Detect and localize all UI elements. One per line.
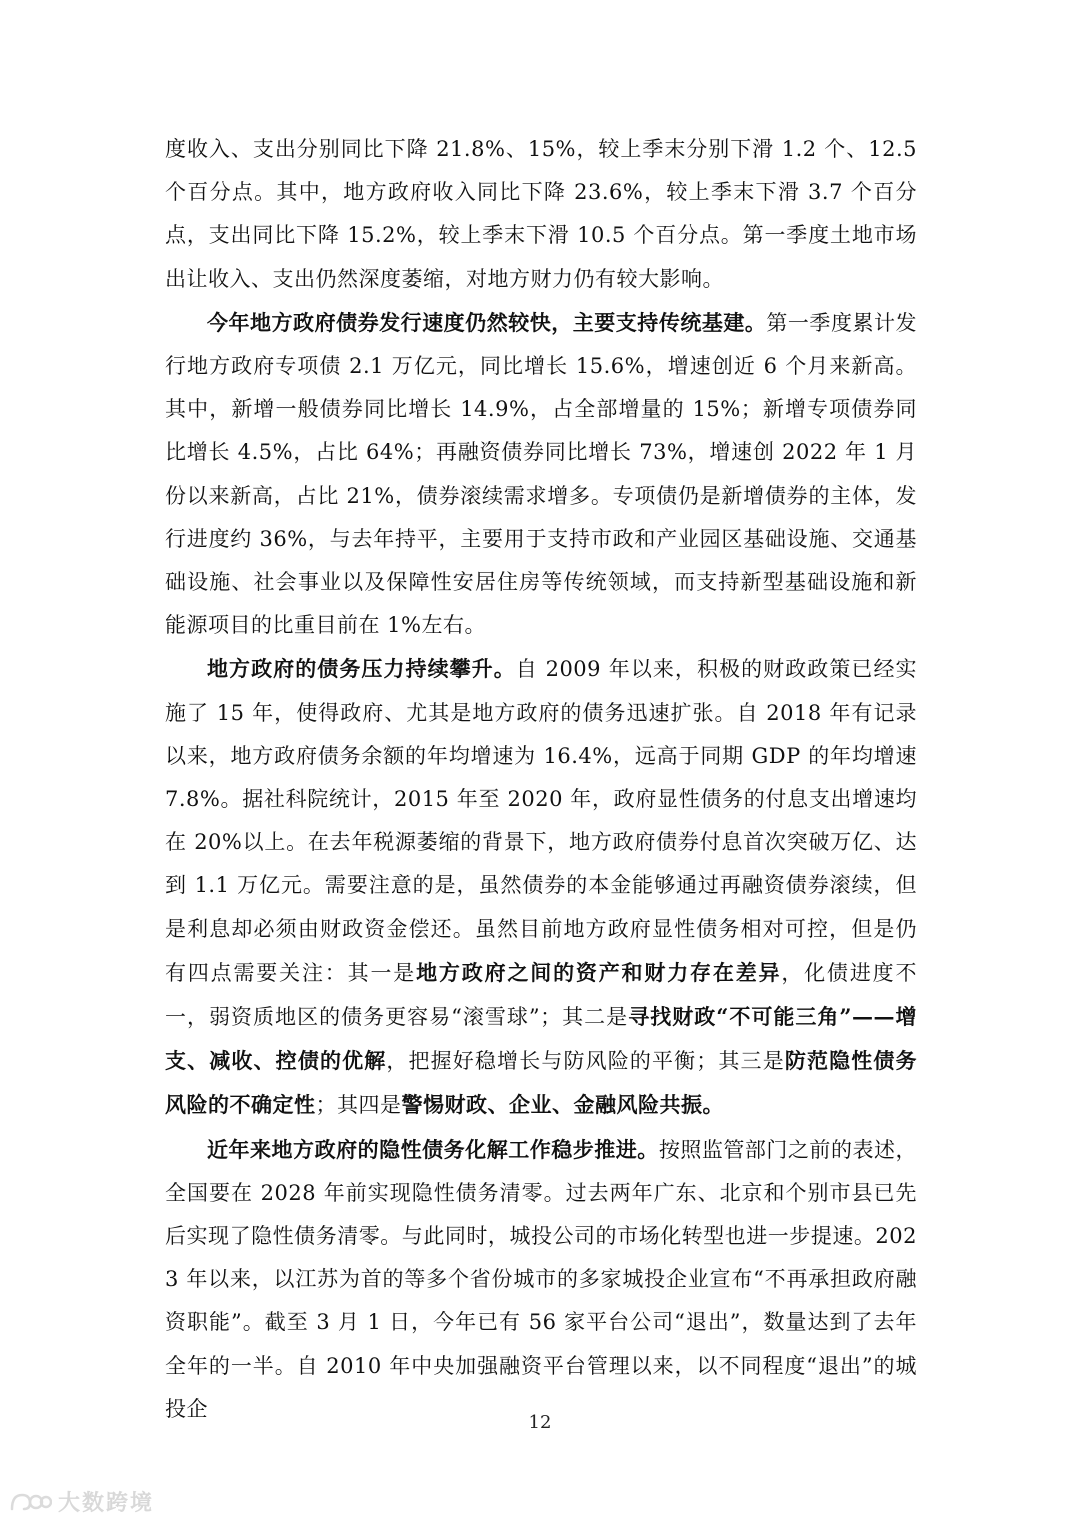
text-segment: 自 2009 年以来，积极的财政政策已经实施了 15 年，使得政府、尤其是地方政府的债务迅速扩张。自 2018 年有记录以来，地方政府债务余额的年均增速为 16.4%，远高于同期 GDP 的年均增速 7.8%。据社科院统计，2015 年至 2020 年，政府显性债务的付息支出增速均在 20%以上。在去年税源萎缩的背景下，地方政府债券付息首次突破万亿、达到 1.1 万亿元。需要注意的是，虽然债券的本金能够通过再融资债券滚续，但是利息却必须由财政资金偿还。虽然目前地方政府显性债务相对可控，但是仍有四点需要关注：其一是: [165, 657, 917, 985]
bold-text-segment: 地方政府之间的资产和财力存在差异: [416, 959, 782, 985]
watermark-text: 大数跨境: [58, 1491, 155, 1516]
page-number: 12: [528, 1412, 552, 1433]
bold-text-segment: 警惕财政、企业、金融风险共振。: [401, 1092, 724, 1118]
text-segment: 第一季度累计发行地方政府专项债 2.1 万亿元，同比增长 15.6%，增速创近 6 个月来新高。其中，新增一般债券同比增长 14.9%，占全部增量的 15%；新增专项债券同比增长 4.5%，占比 64%；再融资债券同比增长 73%，增速创 2022 年 1 月份以来新高，占比 21%，债券滚续需求增多。专项债仍是新增债券的主体，发行进度约 36%，与去年持平，主要用于支持市政和产业园区基础设施、交通基础设施、社会事业以及保障性安居住房等传统领域，而支持新型基础设施和新能源项目的比重目前在 1%左右。: [165, 310, 917, 638]
bold-text-segment: 近年来地方政府的隐性债务化解工作稳步推进。: [207, 1136, 659, 1162]
text-segment: 按照监管部门之前的表述，全国要在 2028 年前实现隐性债务清零。过去两年广东、北京和个别市县已先后实现了隐性债务清零。与此同时，城投公司的市场化转型也进一步提速。2023 年以来，以江苏为首的等多个省份城市的多家城投企业宣布“不再承担政府融资职能”。截至 3 月 1 日，今年已有 56 家平台公司“退出”，数量达到了去年全年的一半。自 2010 年中央加强融资平台管理以来，以不同程度“退出”的城投企: [165, 1137, 917, 1421]
text-segment: ，化债进度不一，弱资质地区的债务更容易“滚雪球”；其二是: [165, 960, 917, 1030]
paragraph: [165, 647, 917, 1127]
body-text: [165, 128, 917, 1431]
text-segment: ；其四是: [315, 1093, 402, 1118]
text-segment: ，把握好稳增长与防风险的平衡；其三是: [386, 1049, 785, 1074]
paragraph: [165, 301, 917, 648]
bold-text-segment: 寻找财政“不可能三角”——增支、减收、控债的优解: [165, 1004, 917, 1074]
brand-logo-icon: [8, 1489, 52, 1515]
paragraph: [165, 128, 917, 301]
bold-text-segment: 防范隐性债务风险的不确定性: [165, 1048, 918, 1118]
bold-text-segment: 今年地方政府债券发行速度仍然较快，主要支持传统基建。: [207, 309, 767, 335]
text-segment: 度收入、支出分别同比下降 21.8%、15%，较上季末分别下滑 1.2 个、12.5 个百分点。其中，地方政府收入同比下降 23.6%，较上季末下滑 3.7 个百分点，支出同比下降 15.2%，较上季末下滑 10.5 个百分点。第一季度土地市场出让收入、支出仍然深度萎缩，对地方财力仍有较大影响。: [165, 137, 917, 291]
paragraph: [165, 1128, 917, 1431]
bold-text-segment: 地方政府的债务压力持续攀升。: [207, 656, 516, 682]
watermark: [8, 1486, 154, 1517]
